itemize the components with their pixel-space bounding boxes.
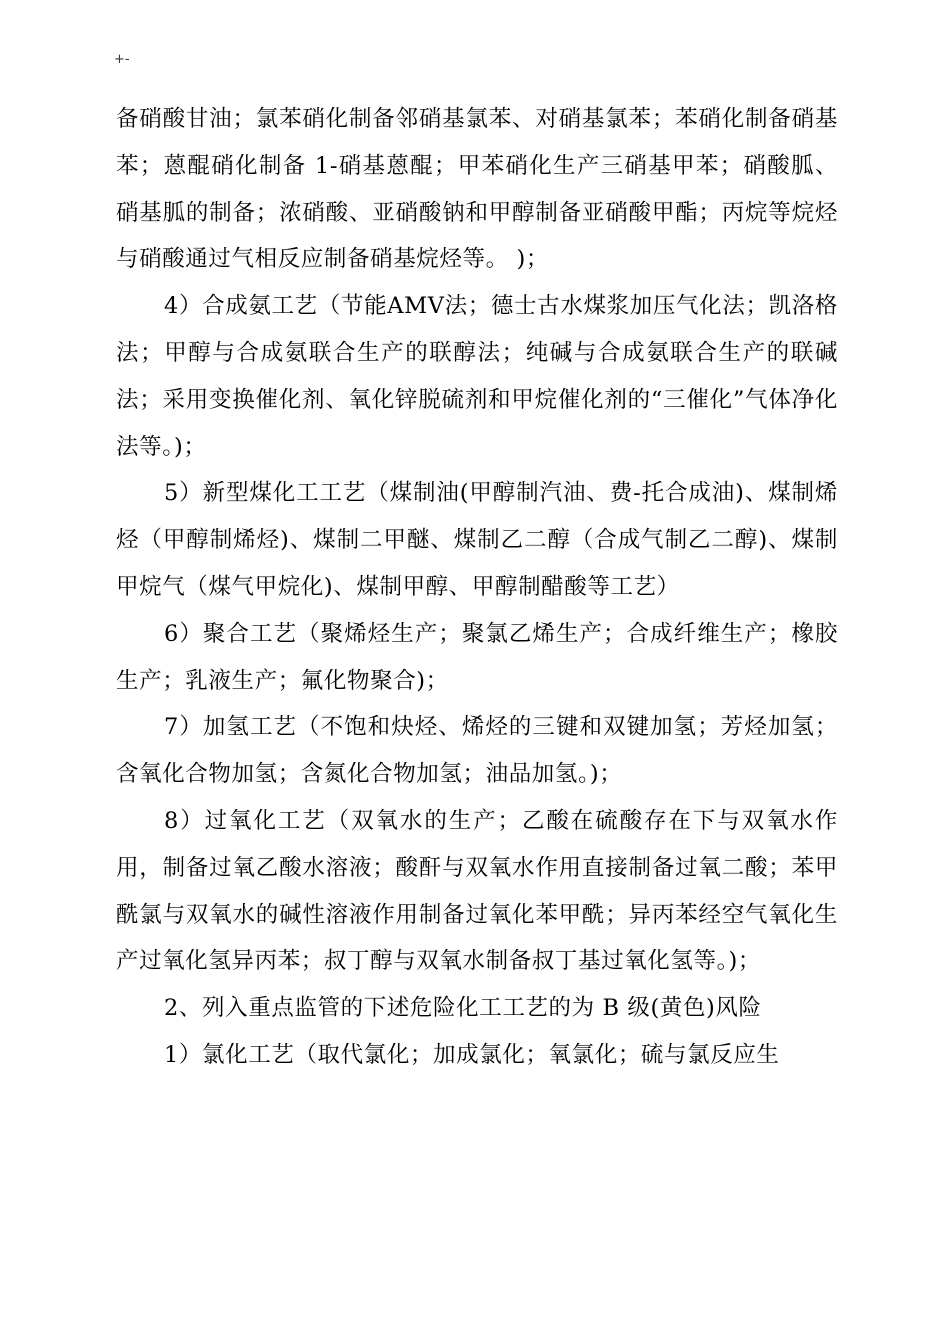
- paragraph-nitration-continued: 备硝酸甘油；氯苯硝化制备邻硝基氯苯、对硝基氯苯；苯硝化制备硝基苯；蒽醌硝化制备 1-硝基蒽醌；甲苯硝化生产三硝基甲苯；硝酸胍、硝基胍的制备；浓硝酸、亚硝酸钠和甲醇制备亚硝酸甲酯；丙烷等烷烃与硝酸通过气相反应制备硝基烷烃等。 )；: [116, 106, 838, 273]
- paragraph-chlorination: 1）氯化工艺（取代氯化；加成氯化；氧氯化；硫与氯反应生: [164, 1041, 780, 1068]
- document-body: [116, 96, 838, 1079]
- paragraph-coal-chemical: 5）新型煤化工工艺（煤制油(甲醇制汽油、费-托合成油)、煤制烯烃（甲醇制烯烃)、煤制二甲醚、煤制乙二醇（合成气制乙二醇)、煤制甲烷气（煤气甲烷化)、煤制甲醇、甲醇制醋酸等工艺）: [116, 480, 838, 600]
- paragraph-ammonia-synthesis: 4）合成氨工艺（节能AMV法；德士古水煤浆加压气化法；凯洛格法；甲醇与合成氨联合生产的联醇法；纯碱与合成氨联合生产的联碱法；采用变换催化剂、氧化锌脱硫剂和甲烷催化剂的“三催化”气体净化法等。)；: [116, 293, 838, 460]
- paragraph-peroxidation: 8）过氧化工艺（双氧水的生产；乙酸在硫酸存在下与双氧水作用，制备过氧乙酸水溶液；酸酐与双氧水作用直接制备过氧二酸；苯甲酰氯与双氧水的碱性溶液作用制备过氧化苯甲酰；异丙苯经空气氧化生产过氧化氢异丙苯；叔丁醇与双氧水制备叔丁基过氧化氢等。)；: [116, 807, 838, 975]
- paragraph-polymerization: 6）聚合工艺（聚烯烃生产；聚氯乙烯生产；合成纤维生产；橡胶生产；乳液生产；氟化物聚合)；: [116, 620, 838, 694]
- header-mark: +-: [114, 52, 130, 67]
- paragraph-section-b-level: 2、列入重点监管的下述危险化工工艺的为 B 级(黄色)风险: [164, 995, 762, 1022]
- paragraph-hydrogenation: 7）加氢工艺（不饱和炔烃、烯烃的三键和双键加氢；芳烃加氢；含氧化合物加氢；含氮化合物加氢；油品加氢。)；: [116, 714, 838, 788]
